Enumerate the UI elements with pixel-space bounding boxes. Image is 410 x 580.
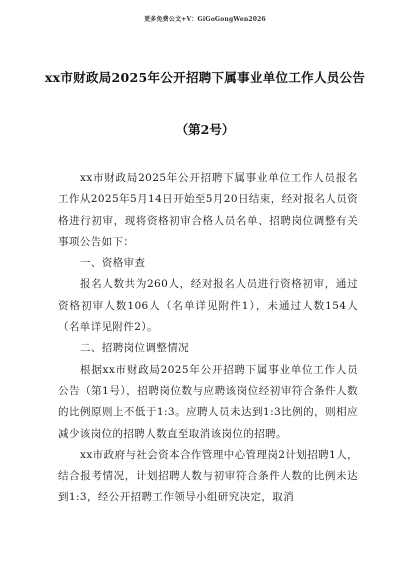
paragraph-position-rule: 根据xx市财政局2025年公开招聘下属事业单位工作人员公告（第1号），招聘岗位数与应聘该岗位经初审符合条件人数的比例原则上不低于1:3。应聘人员未达到1:3比例的，则相应减少该岗位的招聘人数直至取消该岗位的招聘。 [58, 363, 358, 440]
document-title: xx市财政局2025年公开招聘下属事业单位工作人员公告 [44, 70, 366, 85]
document-body [58, 168, 358, 509]
paragraph-intro: xx市财政局2025年公开招聘下属事业单位工作人员报名工作从2025年5月14日开始至5月20日结束，经对报名人员资格进行初审，现将资格初审合格人员名单、招聘岗位调整有关事项公告如下： [58, 172, 358, 248]
section-heading-qualification: 一、资格审查 [80, 257, 146, 270]
paragraph-qualification: 报名人数共为260人，经对报名人员进行资格初审，通过资格初审人数106人（名单详见附件1），未通过人数154人（名单详见附件2）。 [58, 278, 358, 334]
header-note: 更多免费公文+V：GiGoGongWen2026 [144, 16, 266, 23]
paragraph-position-cancel: xx市政府与社会资本合作管理中心管理岗2计划招聘1人，结合报考情况，计划招聘人数与初审符合条件人数的比例未达到1:3，经公开招聘工作领导小组研究决定，取消 [58, 448, 358, 504]
section-heading-position-adjustment: 二、招聘岗位调整情况 [80, 342, 189, 355]
document-number: （第2号） [175, 122, 235, 137]
